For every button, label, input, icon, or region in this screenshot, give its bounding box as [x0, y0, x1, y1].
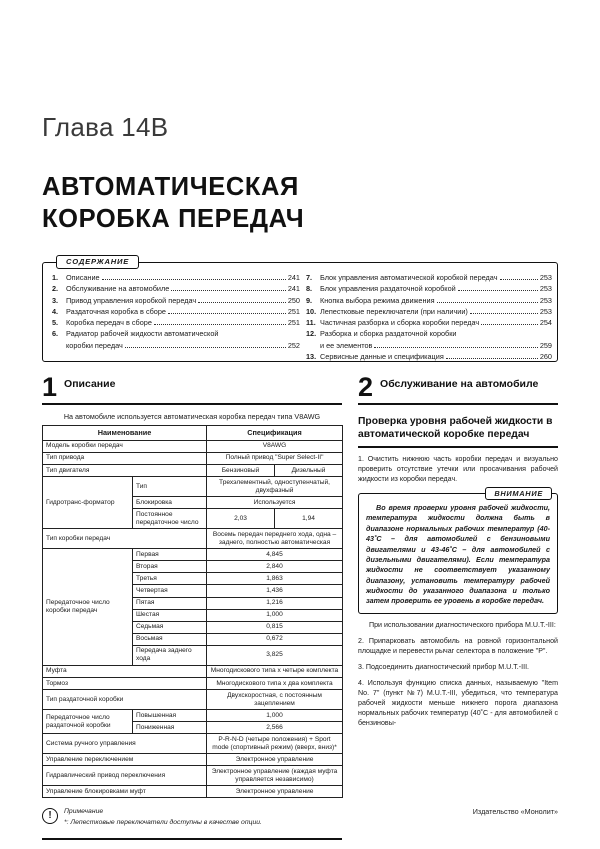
toc-item-label: Разборка и сборка раздаточной коробки [320, 329, 457, 339]
attention-tab-label: ВНИМАНИЕ [485, 487, 552, 500]
table-row [43, 786, 343, 798]
cell-value: Полный привод "Super Select-II" [207, 452, 343, 464]
table-row [43, 440, 343, 452]
cell-name: Тормоз [43, 677, 207, 689]
cell-name: Система ручного управления [43, 734, 207, 754]
toc-item-number: 9. [306, 295, 313, 305]
attention-block [358, 488, 558, 614]
toc-item[interactable] [52, 317, 300, 328]
table-header-row [43, 426, 343, 441]
toc-item-number: 6. [52, 329, 59, 339]
cell-sub-name: Повышенная [133, 710, 207, 722]
toc-leader-dots [374, 347, 537, 348]
toc-item[interactable] [52, 340, 300, 351]
chapter-label: Глава 14B [42, 112, 169, 142]
toc-item-number: 5. [52, 318, 59, 328]
toc-item-body [320, 272, 552, 283]
cell-sub-name: Вторая [133, 561, 207, 573]
toc-item[interactable] [52, 272, 300, 283]
cell-sub-name: Первая [133, 549, 207, 561]
toc-leader-dots [500, 279, 538, 280]
note-block [42, 807, 342, 826]
paragraph-step-2: 2. Припарковать автомобиль на ровной горизонтальной площадке и перевести рычаг селектора в положение "P". [358, 636, 558, 655]
cell-value: V8AWG [207, 440, 343, 452]
cell-name: Муфта [43, 665, 207, 677]
toc-item[interactable] [306, 306, 552, 317]
paragraph-step-4: 4. Используя функцию списка данных, называемую "Item No. 7" (пункт №7) M.U.T.-III, убедиться, что температура рабочей жидкости меньше нижнего порога диапазона нормальных рабочих температур (40˚С - для автомобилей с бензиновы- [358, 678, 558, 728]
table-row [43, 452, 343, 464]
cell-value: 4,845 [207, 549, 343, 561]
bottom-rule [42, 838, 342, 840]
cell-name: Тип раздаточной коробки [43, 690, 207, 710]
cell-value: 1,216 [207, 597, 343, 609]
toc-item-number: 3. [52, 295, 59, 305]
cell-sub-name: Блокировка [133, 497, 207, 509]
toc-item[interactable] [306, 317, 552, 328]
toc-item-body [320, 283, 552, 294]
toc-item[interactable] [306, 340, 552, 351]
note-body [64, 807, 262, 826]
table-row [43, 677, 343, 689]
attention-text: Во время проверки уровня рабочей жидкости, температура жидкости должна быть в диапазоне нормальных рабочих температур (40-43˚С – для автомобилей с бензиновыми двигателями и 43-46˚С – для автомобилей с дизельными двигателями). Если температура жидкости не соответствует указанному диапазону, установить температуру рабочей жидкости до указанного диапазона и только затем проверить ее уровень в коробке передач. [366, 503, 550, 606]
toc-leader-dots [171, 290, 286, 291]
cell-name: Управление блокировками муфт [43, 786, 207, 798]
cell-sub-name: Тип [133, 477, 207, 497]
toc-item-body [66, 328, 300, 339]
toc-item-number: 12. [306, 329, 317, 339]
toc-item-body [66, 272, 300, 283]
table-header-name: Наименование [43, 426, 207, 441]
paragraph-step-3: 3. Подсоединить диагностический прибор M.U.T.-III. [358, 662, 530, 671]
cell-value: P-R-N-D (четыре положения) + Sport mode (спортивный режим) (вверх, вниз)* [207, 734, 343, 754]
cell-group-name: Передаточное число раздаточной коробки [43, 710, 133, 734]
cell-value: Многодискового типа х четыре комплекта [207, 665, 343, 677]
section-1-intro: На автомобиле используется автоматическая коробка передач типа V8AWG [63, 412, 321, 422]
section-2-header [358, 372, 558, 405]
toc-item[interactable] [306, 328, 552, 339]
toc-item-page: 250 [287, 295, 300, 305]
toc-item-body [320, 306, 552, 317]
table-row [43, 754, 343, 766]
note-detail: *: Лепестковые переключатели доступны в качестве опции. [64, 818, 262, 826]
table-row [43, 464, 343, 476]
toc-item[interactable] [306, 351, 552, 362]
section-2-number: 2 [358, 372, 374, 402]
toc-item-page: 253 [539, 295, 552, 305]
toc-leader-dots [437, 302, 538, 303]
cell-value: 0,815 [207, 621, 343, 633]
toc-item-label: и ее элементов [320, 340, 373, 350]
toc-item-body [66, 295, 300, 306]
cell-value: 1,863 [207, 573, 343, 585]
cell-value: Электронное управление (каждая муфта управляется независимо) [207, 766, 343, 786]
toc-item[interactable] [52, 328, 300, 339]
cell-name: Тип двигателя [43, 464, 207, 476]
toc-item-label: Привод управления коробкой передач [66, 295, 197, 305]
toc-item-body [320, 317, 552, 328]
toc-leader-dots [458, 290, 538, 291]
table-row [43, 734, 343, 754]
toc-item-label: Радиатор рабочей жидкости автоматической [66, 329, 219, 339]
cell-value: 3,825 [207, 645, 343, 665]
toc-item-label: Сервисные данные и спецификация [320, 352, 444, 362]
toc-item-number: 2. [52, 284, 59, 294]
table-row [43, 690, 343, 710]
attention-box [358, 493, 558, 614]
table-row [43, 529, 343, 549]
toc-item-label: Обслуживание на автомобиле [66, 284, 170, 294]
cell-value: 1,000 [207, 710, 343, 722]
toc-item-page: 253 [539, 273, 552, 282]
cell-name: Тип привода [43, 452, 207, 464]
chapter-title: АВТОМАТИЧЕСКАЯ КОРОБКА ПЕРЕДАЧ [42, 173, 305, 233]
toc-item-label: Блок управления раздаточной коробкой [320, 284, 456, 294]
toc-item-page: 241 [287, 273, 300, 282]
toc-item-body [66, 283, 300, 294]
toc-item[interactable] [52, 306, 300, 317]
table-row [43, 766, 343, 786]
contents-tab-label: СОДЕРЖАНИЕ [56, 255, 139, 269]
cell-value: 0,672 [207, 633, 343, 645]
toc-item-number: 4. [52, 306, 59, 316]
table-row [43, 477, 343, 497]
cell-value: Восемь передач переднего хода, одна – заднего, полностью автоматическая [207, 529, 343, 549]
toc-leader-dots [198, 302, 286, 303]
section-1-number: 1 [42, 372, 58, 402]
cell-name: Гидравлический привод переключения [43, 766, 207, 786]
section-1-header [42, 372, 342, 405]
toc-item-body [66, 317, 300, 328]
toc-leader-dots [168, 313, 286, 314]
column-right [358, 372, 558, 728]
cell-value: 2,840 [207, 561, 343, 573]
toc-item[interactable] [306, 283, 552, 294]
toc-item-number: 10. [306, 306, 317, 316]
toc-item-label: Частичная разборка и сборка коробки передач [320, 318, 480, 328]
section-1-title: Описание [64, 378, 116, 390]
cell-value: Электронное управление [207, 754, 343, 766]
section-2-title: Обслуживание на автомобиле [380, 378, 539, 390]
cell-value: Используется [207, 497, 343, 509]
toc-item[interactable] [306, 295, 552, 306]
cell-sub-name: Постоянное передаточное число [133, 509, 207, 529]
cell-sub-name: Шестая [133, 609, 207, 621]
column-left [42, 372, 342, 840]
toc-leader-dots [481, 324, 538, 325]
cell-sub-name: Седьмая [133, 621, 207, 633]
publisher-footer: Издательство «Монолит» [472, 807, 558, 816]
toc-leader-dots [125, 347, 286, 348]
toc-item-label: Раздаточная коробка в сборе [66, 306, 166, 316]
toc-item-number: 1. [52, 273, 59, 282]
cell-sub-name: Восьмая [133, 633, 207, 645]
cell-sub-name: Пятая [133, 597, 207, 609]
cell-group-name: Передаточное число коробки передач [43, 549, 133, 666]
cell-sub-name: Пониженная [133, 722, 207, 734]
toc-item-page: 241 [287, 284, 300, 294]
exclamation-icon: ! [42, 808, 58, 824]
cell-sub-name: Четвертая [133, 585, 207, 597]
toc-item[interactable] [52, 295, 300, 306]
toc-leader-dots [154, 324, 286, 325]
toc-item-body [66, 306, 300, 317]
table-row [43, 665, 343, 677]
toc-column-right [306, 272, 552, 362]
note-title: Примечание [64, 808, 104, 816]
toc-item-body [320, 295, 552, 306]
toc-item-page: 254 [539, 318, 552, 328]
toc-item-number: 11. [306, 318, 316, 328]
toc-item-number: 8. [306, 284, 313, 294]
section-2-subheading: Проверка уровня рабочей жидкости в автоматической коробке передач [358, 416, 558, 448]
paragraph-mut-intro: При использовании диагностического прибора M.U.T.-III: [369, 620, 556, 629]
cell-value-petrol: Бензиновый [207, 464, 275, 476]
toc-leader-dots [102, 279, 286, 280]
toc-item[interactable] [306, 272, 552, 283]
cell-sub-name: Передача заднего хода [133, 645, 207, 665]
cell-name: Тип коробки передач [43, 529, 207, 549]
toc-item-page: 251 [287, 318, 300, 328]
table-row [43, 549, 343, 561]
toc-leader-dots [446, 358, 538, 359]
cell-value: 1,436 [207, 585, 343, 597]
cell-value: Двухскоростная, с постоянным зацеплением [207, 690, 343, 710]
toc-item-label: Блок управления автоматической коробкой передач [320, 273, 498, 282]
toc-leader-dots [470, 313, 538, 314]
cell-value: 1,000 [207, 609, 343, 621]
toc-item-label: Коробка передач в сборе [66, 318, 152, 328]
cell-value-diesel: 1,94 [275, 509, 343, 529]
cell-name: Модель коробки передач [43, 440, 207, 452]
cell-name: Управление переключением [43, 754, 207, 766]
toc-item-body [320, 340, 552, 351]
table-header-spec: Спецификация [207, 426, 343, 441]
toc-item-page: 252 [287, 340, 300, 350]
toc-item-page: 259 [539, 340, 552, 350]
specification-table [42, 425, 343, 798]
table-row [43, 710, 343, 722]
cell-value-diesel: Дизельный [275, 464, 343, 476]
toc-item-page: 253 [539, 306, 552, 316]
toc-item-label: коробки передач [66, 340, 123, 350]
paragraph-step-1: 1. Очистить нижнюю часть коробки передач и визуально проверить отсутствие утечки или просачивания рабочей жидкости из коробки передач. [358, 454, 558, 484]
toc-item-number: 7. [306, 273, 313, 282]
cell-value: Трехэлементный, одноступенчатый, двухфазный [207, 477, 343, 497]
toc-item-body [320, 328, 552, 339]
toc-item-body [320, 351, 552, 362]
toc-item-label: Описание [66, 273, 100, 282]
cell-group-name: Гидротранс-форматор [43, 477, 133, 529]
toc-item-label: Лепестковые переключатели (при наличии) [320, 306, 468, 316]
cell-value-petrol: 2,03 [207, 509, 275, 529]
toc-item-page: 251 [287, 306, 300, 316]
cell-sub-name: Третья [133, 573, 207, 585]
toc-item-page: 260 [539, 352, 552, 362]
cell-value: Электронное управление [207, 786, 343, 798]
toc-item-body [66, 340, 300, 351]
toc-item[interactable] [52, 283, 300, 294]
cell-value: 2,566 [207, 722, 343, 734]
cell-value: Многодискового типа х два комплекта [207, 677, 343, 689]
toc-item-number: 13. [306, 352, 317, 362]
toc-column-left [52, 272, 300, 351]
toc-item-page: 253 [539, 284, 552, 294]
toc-item-label: Кнопка выбора режима движения [320, 295, 435, 305]
